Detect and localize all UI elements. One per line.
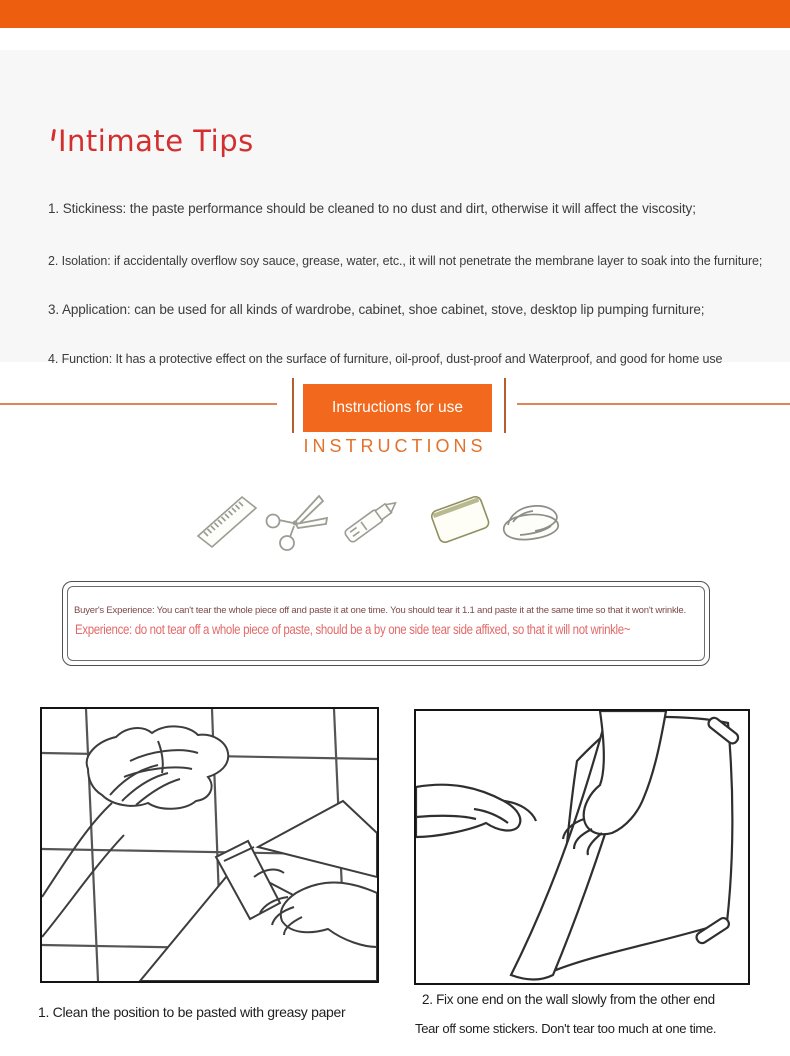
instructions-heading: INSTRUCTIONS	[303, 436, 487, 456]
divider-line-left	[0, 403, 277, 405]
tips-title: Intimate Tips	[58, 124, 254, 158]
instructions-for-use-button[interactable]: Instructions for use	[303, 384, 492, 432]
tip-item-4: 4. Function: It has a protective effect on the surface of furniture, oil-proof, dust-proof and Waterproof, and good for home use	[48, 352, 723, 366]
cloth-icon	[498, 492, 566, 546]
ruler-icon	[194, 492, 260, 550]
step1-illustration	[40, 707, 379, 983]
wiping-tiles-drawing	[42, 709, 377, 981]
step2-caption-line2: Tear off some stickers. Don't tear too much at one time.	[415, 1021, 717, 1036]
scissors-icon	[262, 492, 330, 556]
tips-panel	[0, 50, 790, 366]
experience-highlight-text: Experience: do not tear off a whole piece of paste, should be a by one side tear side affixed, so that it will not wrinkle~	[75, 622, 631, 637]
buyer-experience-box	[62, 581, 710, 666]
title-tick-mark	[51, 129, 56, 141]
step2-illustration	[414, 709, 750, 985]
tip-item-3: 3. Application: can be used for all kinds of wardrobe, cabinet, shoe cabinet, stove, desktop lip pumping furniture;	[48, 302, 705, 317]
step2-caption-line1: 2. Fix one end on the wall slowly from the other end	[422, 992, 715, 1007]
divider-tick-left	[292, 378, 294, 433]
divider-line-right	[517, 403, 790, 405]
tip-item-2: 2. Isolation: if accidentally overflow soy sauce, grease, water, etc., it will not penetrate the membrane layer to soak into the furniture;	[48, 254, 763, 268]
peeling-sheet-drawing	[416, 711, 748, 983]
step1-caption: 1. Clean the position to be pasted with greasy paper	[38, 1004, 346, 1020]
top-accent-bar	[0, 0, 790, 28]
squeegee-card-icon	[430, 492, 490, 546]
buyer-experience-text: Buyer's Experience: You can't tear the whole piece off and paste it at one time. You should tear it 1.1 and paste it at the same time so that it won't wrinkle.	[74, 605, 686, 616]
divider-tick-right	[504, 378, 506, 433]
tip-item-1: 1. Stickiness: the paste performance should be cleaned to no dust and dirt, otherwise it will affect the viscosity;	[48, 201, 696, 216]
utility-knife-icon	[338, 492, 404, 552]
